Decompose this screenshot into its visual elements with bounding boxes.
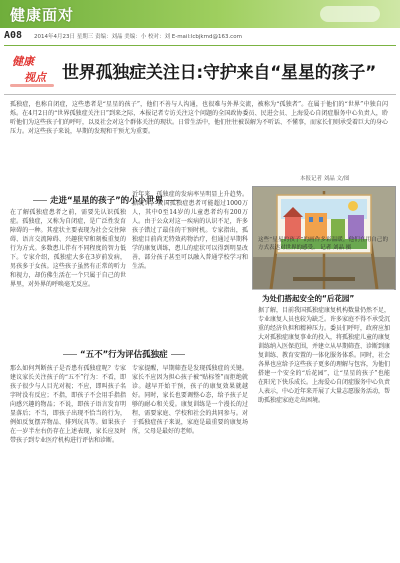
section-title: 健康面对 xyxy=(10,6,75,24)
photo-credit: 记者 刘晶 摄 xyxy=(320,245,352,251)
header-divider xyxy=(4,45,396,46)
column-tag xyxy=(10,53,56,89)
subhead-rule-right xyxy=(171,354,185,355)
subhead-five-nots xyxy=(60,348,188,360)
article-column: 据了解，目前我国孤独症康复机构数量仍然不足，专业康复人员也较为缺乏。许多家庭不得不承受沉重的经济负担和精神压力。委员们呼吁，政府应加大对孤独症康复事业的投入，将孤独症儿童的康复训练纳入医保范围，并建立从早期筛查、诊断到康复训练、教育安置的一体化服务体系。同时，社会各界也应给予这些孩子更多的理解与包容，为他们搭建一个安全的“后花园”，让“星星的孩子”也能在阳光下快乐成长。上海爱心自闭症服务中心负责人表示，中心近年来开展了大量志愿服务活动，帮助孤独症家庭走出困境。 xyxy=(258,307,390,404)
article-column: 近年来，孤独症的发病率呈明显上升趋势。据统计，我国孤独症患者可能超过1000万人，其中0至14岁的儿童患者约有200万人。由于公众对这一疾病的认识不足，许多孩子错过了最佳的干预时机。专家指出，孤独症目前尚无特效药物治疗，但通过早期科学的康复训练，患儿的症状可以得到明显改善，部分孩子甚至可以融入普通学校学习和生活。 xyxy=(132,191,248,270)
headline-divider xyxy=(4,94,396,95)
issue-info: 2014年4月23日 星期三 责编：刘晶 美编：小 校对：刘 E-mail:lcbjkmd@163.com xyxy=(34,34,242,40)
article-column: 那么如何判断孩子是否患有孤独症呢？专家建议家长关注孩子的“五不”行为：不看，即孩子很少与人目光对视；不应，即叫孩子名字时没有反应；不指，即孩子不会用手指指向感兴趣的物品；不说，即孩子语言发育明显落后；不当，即孩子出现不恰当的行为，例如反复摆弄物品、排列玩具等。如果孩子在一岁半左右仍存在上述表现，家长应及时带孩子到专业医疗机构进行评估和诊断。 xyxy=(10,365,126,444)
photo-caption xyxy=(258,236,388,252)
headline: 世界孤独症关注日:守护来自“星星的孩子” xyxy=(62,63,377,83)
byline: 本报记者 刘晶 文/图 xyxy=(300,176,350,182)
subhead-rule-left xyxy=(33,200,47,201)
caption-text: 这些“星星的孩子”的画作多彩温暖，他们在用自己的方式表达对世界的感受。 xyxy=(258,237,388,251)
photo-divider xyxy=(252,289,394,290)
section-banner xyxy=(0,0,400,28)
banner-decoration xyxy=(320,6,380,22)
subhead-back-garden xyxy=(262,293,354,304)
column-tag-line1: 健康 xyxy=(12,55,34,68)
subhead-text: 为处们搭起安全的“后花园” xyxy=(262,294,355,303)
page-meta xyxy=(0,30,400,44)
column-tag-line2: 视点 xyxy=(24,71,46,84)
tag-underline xyxy=(10,84,54,87)
article-column: 在了解孤独症患者之前，需要先认识孤独症。孤独症，又称为自闭症，是广泛性发育障碍的一种。其症状主要表现为社会交往障碍、语言交流障碍、兴趣狭窄和刻板重复的行为方式。多数患儿伴有不同程度的智力低下。专家介绍，孤独症大多在3岁前发病，男孩多于女孩。这些孩子虽然有正常的听力和视力，却仿佛生活在一个只属于自己的世界里，对外界的呼唤毫无反应。 xyxy=(10,209,126,288)
article-column: 专家提醒，早期筛查是发现孤独症的关键。家长不应因为担心孩子被“贴标签”而拒绝就诊。越早开始干预，孩子的康复效果就越好。同时，家长也要调整心态，给予孩子足够的耐心和关爱。康复训练是一个漫长的过程，需要家庭、学校和社会的共同参与。对于孤独症孩子来说，家庭是最重要的康复场所，父母是最好的老师。 xyxy=(132,365,248,435)
subhead-rule-left xyxy=(63,354,77,355)
page-number: A08 xyxy=(4,30,23,41)
lead-paragraph: 孤独症，也称自闭症，这些患者是“星星的孩子”，他们不善与人沟通，也很难与外界交流，被称为“孤独者”。在属于他们的“世界”中独自闪烁。在4月2日的“世界孤独症关注日”到来之际，本报记者专访关注这个问题的全国政协委员、民进会员、上海爱心自闭症服务中心负责人，聆听他们为这些孩子们的呼吁，以及社会对这个群体关注的现状。日常生活中，他们往往被误解为不听话、不懂事，而家长们则承受着巨大的身心压力。对这些孩子来说，早期的发现和干预尤为重要。 xyxy=(10,101,388,135)
subhead-text: 走进“星星的孩子”的小小世界 xyxy=(50,196,164,206)
subhead-text: “五不”行为评估孤独症 xyxy=(80,350,168,360)
